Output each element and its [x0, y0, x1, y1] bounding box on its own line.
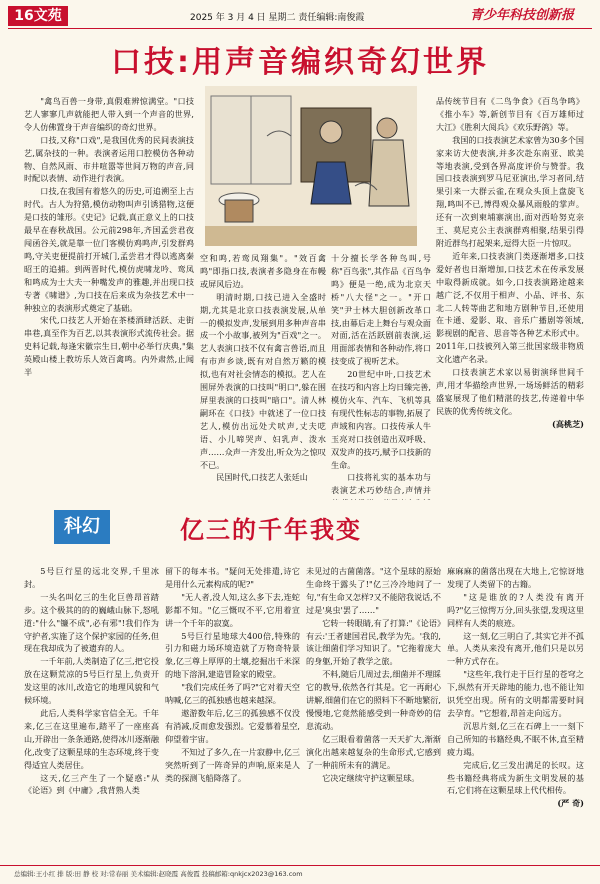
paragraph: 5号巨行星地球大400倍,特殊的引力和磁力场环境造就了万物奇特景象,亿三尊上厚厚的土壤,挖掘出千米深的地下溶洞,建造冒险家的殿堂。 — [165, 630, 300, 680]
paragraph: 不料,随后几周过去,细菌并不理睬它的教导,依然各行其是。它一再耐心讲解,细菌们在它的照料下不断地繁衍,慢慢地,它竟然能感受到一种奇妙的信息流动。 — [306, 669, 441, 731]
paragraph: 麻麻麻的菌落出现在大地上,它惊讶地发现了人类留下的古籍。 — [447, 566, 584, 589]
article2-col4 — [447, 565, 584, 860]
paragraph: 它转一转眼睛,有了打算:"《论语》有云:'王者建国君民,教学为先。'我的,该让细菌们学习知识了。"它拖着庞大的身躯,开始了教学之旅。 — [306, 617, 441, 667]
paragraph: 明清时期,口技已进入全盛时期,尤其是北京口技表演发展,从单一的模拟发声,发展到用多种声音串成一个小故事,被列为"百戏"之一。艺人表演口技不仅有禽言兽语,而且有市声乡谈,既有对自然万籁的模拟,也有对社会情态的模拟。艺人在围屏外表演的口技叫"明口",躲在围屏里表演的口技叫"暗口"。清人林嗣环在《口技》中就述了一位口技艺人,模仿出远处犬吠声,丈夫呓语、小儿啼哭声、妇乳声、泼水声……众声一齐发出,听众为之惊叹不已。 — [200, 291, 326, 470]
paragraph: 民国时代,口技艺人张廷山 — [216, 472, 308, 483]
paragraph: 不知过了多久,在一片寂静中,亿三突然听到了一阵奇异的声响,原来是人类的探测飞船降落了。 — [165, 746, 300, 783]
section-tag: 16文苑 — [8, 6, 68, 26]
footer-credits: 总编辑:王小红 排 版:田 静 校 对:常春丽 美术编辑:赵晓霞 高俊霞 投稿邮箱:qnkjcx2023@163.com — [14, 870, 303, 878]
paragraph: "禽鸟百兽一身带,真假难辨惊满堂。"口技艺人寥寥几声就能把人带入到一个声音的世界,令人仿佛置身于声音编织的奇幻世界。 — [24, 96, 194, 132]
article2-col1 — [24, 565, 159, 860]
article1-col3 — [331, 252, 431, 500]
paragraph: 未见过的古菌菌落。"这个星球的原始生命终于露头了!"亿三冷冷地问了一句,"有生命又怎样?又不能陪我说话,不过是'臭虫'罢了……" — [306, 566, 441, 615]
paragraph: 口技,又称"口戏",是我国优秀的民间表演技艺,属杂技的一种。表演者运用口腔模仿各种动物、自然风雨、市井喧嚣等世间万物的声音,同时配以表情、动作进行表演。 — [24, 134, 194, 184]
article2-col2 — [165, 565, 300, 860]
scifi-banner — [0, 500, 600, 560]
article2-byline: (严 奇) — [557, 798, 584, 809]
paragraph: 一千年前,人类制造了亿三,把它投放在这颗荒凉的5号巨行星上,负责开发这里的冰川,改造它的地理风貌和气候环境。 — [24, 656, 159, 706]
article2-col3 — [306, 565, 441, 860]
paragraph: 十分擅长学各种鸟叫,号称"百鸟张",其作品《百鸟争鸣》便是一绝,成为北京天桥"八大怪"之一。"开口笑"尹士林大胆创新改革口技,由幕后走上舞台与观众面对面,活在活跃剧前表演,运用面部表情和各种动作,将口技变成了视听艺术。 — [331, 253, 431, 367]
paragraph: 此后,人类科学家官信全无。千年来,亿三在这里遍布,踏平了一座座高山,开辟出一条条通路,使得冰川逐渐融化,改变了这颗星球的生态环境,终于变得适宜人类居住。 — [24, 707, 159, 770]
paragraph: 沉思片刻,亿三在石碑上一一刻下自己所知的书籍经典,不眠不休,直至精疲力竭。 — [447, 720, 584, 757]
story-title: 亿三的千年我变 — [180, 516, 362, 544]
paragraph: 亿三眼看着菌落一天天扩大,渐渐演化出越来越复杂的生命形式,它感到了一种前所未有的满足。 — [306, 733, 441, 770]
page-footer — [0, 865, 600, 884]
paragraph: 留下的每本书。"疑问无处排遣,诗它是用什么元素构成的呢?" — [165, 566, 300, 589]
article1-col1 — [24, 95, 194, 501]
paragraph: 空和鸣,若鸾凤翔集"。"效百禽鸣"即指口技,表演者多隐身在布幔或屏风后边。 — [200, 253, 326, 289]
article1-byline: (高桃芝) — [552, 418, 584, 429]
article1-col4 — [436, 95, 584, 501]
paragraph: 一头名叫亿三的生化巨兽昂首踏步。这个极其的的的巍峨山脉下,怒吼道:"什么"镰不成",必有邪"!我们作为守护者,实施了这个保护家园的任务,但现在我却成为了被遗弃的人。 — [24, 591, 159, 654]
paragraph: 口技将礼实的基本功与表演艺术巧妙结合,声情并 — [331, 472, 431, 496]
paragraph: 5号巨行星的远北交界,千里冰封。 — [24, 566, 159, 589]
paragraph: 口技,在我国有着悠久的历史,可追溯至上古时代。古人为狩猎,模仿动物叫声引诱猎物,这便是口技的雏形。《史记》记载,真正意义上的口技最早在春秋战国。公元前298年,齐国孟尝君夜闯函谷关,就是靠一位门客模仿鸡鸣声,引发群鸡鸣,守关吏便提前打开城门,孟尝君才得以逃离秦昭王的追捕。到两晋时代,模仿虎啸龙吟、鸾凤和鸣成为士大夫一种嘴发声的雅趣,并出现口技专著《啸谱》,为口技在后来成为杂技艺术中一种独立的表演形式奠定了基础。 — [24, 186, 194, 313]
page-header — [0, 0, 600, 30]
article-title: 口技:用声音编织奇幻世界 — [111, 45, 489, 80]
paragraph: 我国的口技表演艺术家曾为30多个国家来访大使表演,并多次赴东南亚、欧美等地表演,受到各界高度评价与赞誉。我国口技表演到罗马尼亚演出,学习者同,结果引来一大群云雀,在观众头顶上盘旋飞翔,鸣叫不已,博得观众暴风雨般的掌声。还有一次到柬埔寨演出,面对西哈努克亲王、莫尼克公主表演群鸡相聚,结果引得附近群鸟打起架来,逗得大臣一片惊叹。 — [436, 134, 584, 248]
paragraph: "这些年,我行走于巨行星的苍穹之下,纵然有开天辟地的能力,也不能让知识凭空出现。所有的文明都需要时间去孕育。"它想着,昂首走向远方。 — [447, 669, 584, 718]
scifi-kicker: 科幻 — [54, 510, 110, 544]
paragraph: 品传统节目有《二鸟争食》《百鸟争鸣》《推小车》等,新创节目有《百万雄师过大江》《胜利大阅兵》《欢乐野鸽》等。 — [436, 96, 584, 132]
header-rule — [8, 28, 592, 29]
paragraph: 20世纪中叶,口技艺术在技巧和内容上均日臻完善,模仿火车、汽车、飞机等具有现代性标志的事物,拓展了声域和内容。口技传承人牛玉亮对口技创造出双呼吸、双发声的技巧,赋予口技新的生命。 — [331, 369, 431, 470]
paragraph: "我们完成任务了吗?"它对着天空呐喊,亿三的孤独感也越来越深。 — [165, 682, 300, 706]
paragraph: 近年来,口技表演门类逐渐增多,口技爱好者也日渐增加,口技艺术在传承发展中取得新成就。如今,口技表演路途越来越广泛,不仅用于相声、小品、评书、东北二人转等曲艺和地方剧种节目,还使用在卡通、爱影、取、音乐广播剧等领域,影视剧的配音、思音等各种艺术形式中。2011年,口技被列入第三批国家级非物质文化遗产名录。 — [436, 250, 584, 365]
paragraph: 完成后,亿三发出满足的长叹。这些书籍经典将成为新生文明发展的基石,它们将在这颗星球上代代相传。 — [447, 759, 584, 796]
paragraph: 这天,亿三产生了一个疑惑:"从《论语》到《中庸》,我背熟人类 — [24, 772, 159, 796]
article1-col2 — [200, 252, 326, 500]
paragraph: 口技表演艺术家以易街演绎世间千声,用才华描绘声世界,一场场鲜活的精彩盛宴展现了他们精湛的技艺,传递着中华民族的优秀传统文化。 — [436, 367, 584, 416]
paragraph: "这是谁放的?人类没有离开吗?"亿三惊愕万分,回头张望,发现这里同样有人类的痕迹。 — [447, 591, 584, 628]
paragraph: 遨游数年后,亿三的孤独感不仅没有消减,反而愈发强烈。它爱慕着星空,仰望着宇宙。 — [165, 707, 300, 744]
paragraph: 这一刻,亿三明白了,其实它并不孤单。人类从来没有离开,他们只是以另一种方式存在。 — [447, 630, 584, 667]
newspaper-brand: 青少年科技创新报 — [470, 8, 575, 23]
issue-date: 2025 年 3 月 4 日 星期二 责任编辑:南俊霞 — [190, 13, 365, 23]
paragraph: "无人者,没人知,这么多下去,连蛇影都不知。"亿三慨叹不平,它用着宣讲一个千年的寂寞。 — [165, 591, 300, 628]
paragraph: 它决定继续守护这颗星球。 — [322, 772, 420, 783]
paragraph: 宋代,口技艺人开始在茶楼酒肆活跃、走街串巷,真至作为百艺,以其表演形式流传社会。据史料记载,每逢宋徽宗生日,朝中必举行庆典,"集英殿山楼上教坊乐人效百禽鸣。内外肃然,止闻半 — [24, 315, 194, 378]
kouji-illustration — [205, 86, 417, 246]
